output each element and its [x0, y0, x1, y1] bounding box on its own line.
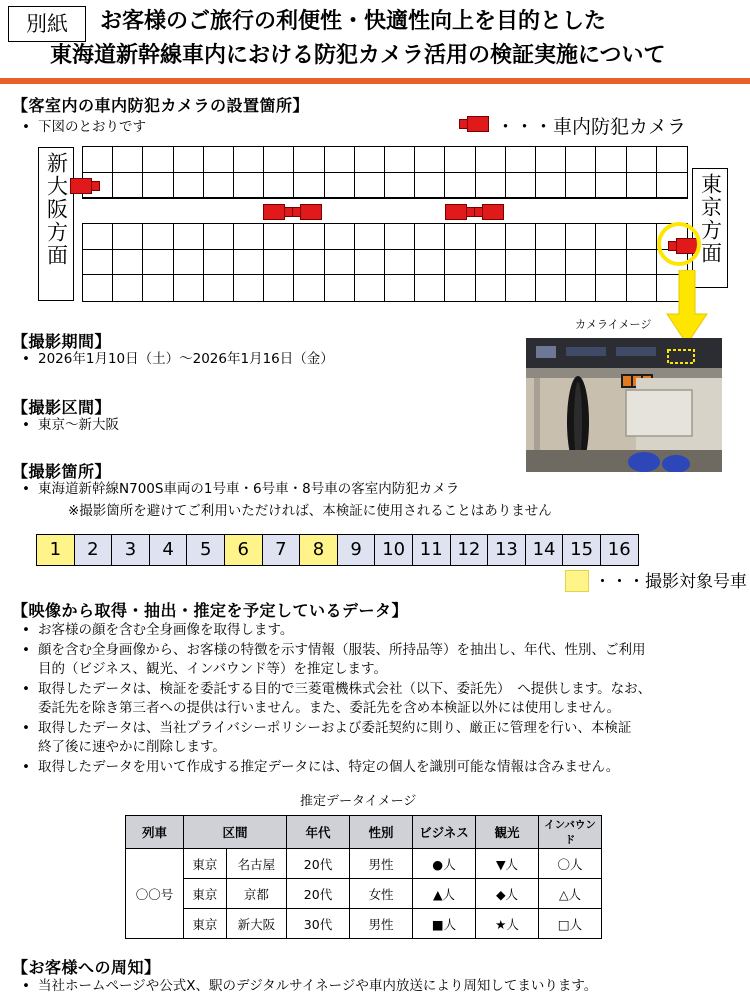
seat-cell [506, 250, 536, 276]
estimate-table-header-row [126, 816, 602, 849]
data-bullet-2: • 顔を含む全身画像から、お客様の特徴を示す情報（服装、所持品等）を抽出し、年代、性別、ご利用 [22, 641, 646, 658]
seat-cell [445, 147, 475, 173]
range-heading: 【撮影区間】 [12, 398, 112, 417]
seat-cell [294, 224, 324, 250]
seat-cell [143, 275, 173, 301]
seat-cell [83, 224, 113, 250]
table-row [126, 909, 602, 939]
seat-cell [325, 224, 355, 250]
seat-cell [143, 224, 173, 250]
tourism-cell: ★人 [476, 909, 539, 939]
car-number-strip [36, 534, 639, 566]
aisle [82, 198, 688, 224]
seat-cell [566, 173, 596, 199]
seat-cell [445, 275, 475, 301]
car-number-4: 4 [150, 535, 188, 565]
to-cell: 京都 [226, 879, 286, 909]
notice-item: • 当社ホームページや公式X、駅のデジタルサイネージや車内放送により周知してまいります。 [38, 977, 597, 995]
seat-cell [234, 250, 264, 276]
seat-cell [113, 173, 143, 199]
data-bullets [22, 621, 738, 777]
seat-cell [627, 275, 657, 301]
col-section: 区間 [184, 816, 287, 849]
data-bullet-4: • 取得したデータは、当社プライバシーポリシーおよび委託契約に則り、厳正に管理を行い、本検証 [22, 719, 632, 736]
business-cell: ▲人 [413, 879, 476, 909]
car-number-7: 7 [263, 535, 301, 565]
seat-cell [174, 173, 204, 199]
seat-cell [294, 275, 324, 301]
seat-cell [385, 275, 415, 301]
target-car-legend-label: ・・・撮影対象号車 [594, 572, 747, 592]
seat-cell [325, 173, 355, 199]
seat-cell [113, 275, 143, 301]
col-tourism: 観光 [476, 816, 539, 849]
seat-cell [476, 224, 506, 250]
seat-cell [264, 147, 294, 173]
seat-cell [234, 147, 264, 173]
tourism-cell: ▼人 [476, 849, 539, 879]
seat-cell [566, 224, 596, 250]
seat-cell [596, 250, 626, 276]
seat-cell [506, 224, 536, 250]
age-cell: 20代 [287, 849, 350, 879]
seat-cell [355, 250, 385, 276]
seat-cell [506, 147, 536, 173]
seat-cell [596, 147, 626, 173]
from-cell: 東京 [184, 879, 227, 909]
car-number-10: 10 [375, 535, 413, 565]
data-bullet-4-cont: 終了後に速やかに削除します。 [38, 739, 226, 755]
data-bullet-3-cont: 委託先を除き第三者への提供は行いません。また、委託先を含め本検証以外には使用しません。 [38, 700, 621, 716]
seat-cell [627, 147, 657, 173]
seat-cell [113, 250, 143, 276]
data-bullet-3: • 取得したデータは、検証を委託する目的で三菱電機株式会社（以下、委託先） へ提供します。なお、 [22, 680, 652, 697]
seat-cell [657, 147, 687, 173]
estimate-table-caption: 推定データイメージ [300, 794, 417, 809]
car-number-3: 3 [112, 535, 150, 565]
col-inbound: インバウンド [539, 816, 602, 849]
seat-cell [355, 224, 385, 250]
arrow-down-icon [666, 270, 708, 346]
seat-cell [445, 224, 475, 250]
seat-cell [596, 275, 626, 301]
seat-cell [325, 147, 355, 173]
seat-cell [264, 173, 294, 199]
placement-heading: 【客室内の車内防犯カメラの設置箇所】 [12, 96, 310, 115]
business-cell: ●人 [413, 849, 476, 879]
period-item: • 2026年1月10日（土）～2026年1月16日（金） [38, 350, 334, 368]
seat-cell [174, 250, 204, 276]
seat-cell [174, 224, 204, 250]
car-number-14: 14 [526, 535, 564, 565]
seat-cell [596, 173, 626, 199]
seat-cell [83, 147, 113, 173]
seat-cell [204, 275, 234, 301]
col-business: ビジネス [413, 816, 476, 849]
highlight-ring [657, 222, 701, 266]
seat-cell [536, 275, 566, 301]
camera-legend-label: ・・・車内防犯カメラ [496, 116, 687, 138]
seat-cell [355, 275, 385, 301]
seat-cell [476, 250, 506, 276]
seat-cell [83, 250, 113, 276]
seat-cell [264, 275, 294, 301]
data-bullet-5: • 取得したデータを用いて作成する推定データには、特定の個人を識別可能な情報は含みません。 [22, 758, 620, 775]
car-number-12: 12 [451, 535, 489, 565]
seat-cell [294, 173, 324, 199]
seat-cell [415, 173, 445, 199]
inbound-cell: □人 [539, 909, 602, 939]
location-item: • 東海道新幹線N700S車両の1号車・6号車・8号車の客室内防犯カメラ [38, 480, 459, 498]
seat-cell [476, 147, 506, 173]
car-number-9: 9 [338, 535, 376, 565]
page-title-line1: お客様のご旅行の利便性・快適性向上を目的とした [100, 9, 607, 34]
data-heading: 【映像から取得・抽出・推定を予定しているデータ】 [12, 601, 409, 620]
notice-heading: 【お客様への周知】 [12, 958, 161, 977]
location-note: ※撮影箇所を避けてご利用いただければ、本検証に使用されることはありません [68, 503, 552, 519]
seat-cell [234, 173, 264, 199]
camera-image-caption: カメライメージ [575, 318, 652, 331]
seat-cell [355, 147, 385, 173]
osaka-direction-text: 新大阪方面 [44, 152, 69, 267]
car-floor-plan [82, 146, 688, 302]
camera-image-photo [526, 338, 722, 472]
seat-cell [143, 147, 173, 173]
camera-legend-icon [458, 115, 492, 133]
location-heading: 【撮影箇所】 [12, 462, 112, 481]
page-title-line2: 東海道新幹線車内における防犯カメラ活用の検証実施について [50, 43, 666, 68]
header-divider [0, 78, 750, 84]
target-car-legend-swatch [565, 570, 589, 592]
from-cell: 東京 [184, 909, 227, 939]
car-number-13: 13 [488, 535, 526, 565]
seat-cell [536, 173, 566, 199]
seat-cell [113, 224, 143, 250]
seat-cell [385, 224, 415, 250]
train-name-cell: 〇〇号 [126, 849, 184, 939]
seat-cell [234, 275, 264, 301]
seat-cell [264, 224, 294, 250]
data-bullet-1: • お客様の顔を含む全身画像を取得します。 [22, 622, 294, 638]
placement-note: • 下図のとおりです [38, 118, 146, 136]
seat-cell [174, 275, 204, 301]
seat-cell [415, 147, 445, 173]
col-gender: 性別 [350, 816, 413, 849]
seat-cell [294, 250, 324, 276]
seat-cell [143, 173, 173, 199]
seat-cell [264, 250, 294, 276]
seat-cell [294, 147, 324, 173]
tokyo-direction-text: 東京方面 [698, 173, 723, 265]
gender-cell: 女性 [350, 879, 413, 909]
seat-cell [83, 275, 113, 301]
business-cell: ■人 [413, 909, 476, 939]
car-number-11: 11 [413, 535, 451, 565]
gender-cell: 男性 [350, 849, 413, 879]
seat-cell [627, 224, 657, 250]
camera-marker-pair-2 [445, 203, 505, 221]
seat-cell [143, 250, 173, 276]
data-bullet-2-cont: 目的（ビジネス、観光、インバウンド等）を推定します。 [38, 661, 387, 677]
seat-cell [536, 250, 566, 276]
seat-cell [627, 173, 657, 199]
seat-cell [415, 224, 445, 250]
seat-cell [174, 147, 204, 173]
seat-cell [355, 173, 385, 199]
osaka-direction-label [38, 147, 74, 301]
seat-cell [566, 250, 596, 276]
seat-cell [385, 250, 415, 276]
camera-marker-osaka-end [70, 177, 102, 195]
age-cell: 30代 [287, 909, 350, 939]
period-heading: 【撮影期間】 [12, 332, 112, 351]
seat-cell [476, 173, 506, 199]
car-number-1: 1 [37, 535, 75, 565]
car-number-16: 16 [601, 535, 638, 565]
col-age: 年代 [287, 816, 350, 849]
camera-marker-pair-1 [263, 203, 323, 221]
to-cell: 名古屋 [226, 849, 286, 879]
seat-cell [204, 173, 234, 199]
train-interior-illustration [526, 338, 722, 472]
seat-cell [476, 275, 506, 301]
seat-cell [325, 275, 355, 301]
range-item: • 東京～新大阪 [38, 416, 119, 434]
inbound-cell: △人 [539, 879, 602, 909]
seat-cell [627, 250, 657, 276]
seat-cell [596, 224, 626, 250]
car-number-15: 15 [563, 535, 601, 565]
seat-cell [536, 147, 566, 173]
seat-cell [325, 250, 355, 276]
car-number-8: 8 [300, 535, 338, 565]
seat-cell [445, 250, 475, 276]
seat-cell [385, 173, 415, 199]
seat-cell [445, 173, 475, 199]
inbound-cell: 〇人 [539, 849, 602, 879]
seat-cell [657, 173, 687, 199]
seat-cell [506, 173, 536, 199]
seat-cell [385, 147, 415, 173]
car-number-6: 6 [225, 535, 263, 565]
seat-cell [506, 275, 536, 301]
car-number-5: 5 [187, 535, 225, 565]
col-train: 列車 [126, 816, 184, 849]
table-row [126, 879, 602, 909]
seat-cell [204, 147, 234, 173]
seat-cell [566, 147, 596, 173]
seat-cell [234, 224, 264, 250]
attachment-tag: 別紙 [8, 6, 86, 42]
from-cell: 東京 [184, 849, 227, 879]
to-cell: 新大阪 [226, 909, 286, 939]
age-cell: 20代 [287, 879, 350, 909]
seat-cell [566, 275, 596, 301]
seat-cell [204, 224, 234, 250]
seat-cell [415, 250, 445, 276]
seat-cell [536, 224, 566, 250]
tourism-cell: ◆人 [476, 879, 539, 909]
estimate-table [125, 815, 602, 939]
seat-cell [113, 147, 143, 173]
table-row [126, 849, 602, 879]
car-number-2: 2 [75, 535, 113, 565]
seat-cell [204, 250, 234, 276]
gender-cell: 男性 [350, 909, 413, 939]
seat-cell [415, 275, 445, 301]
